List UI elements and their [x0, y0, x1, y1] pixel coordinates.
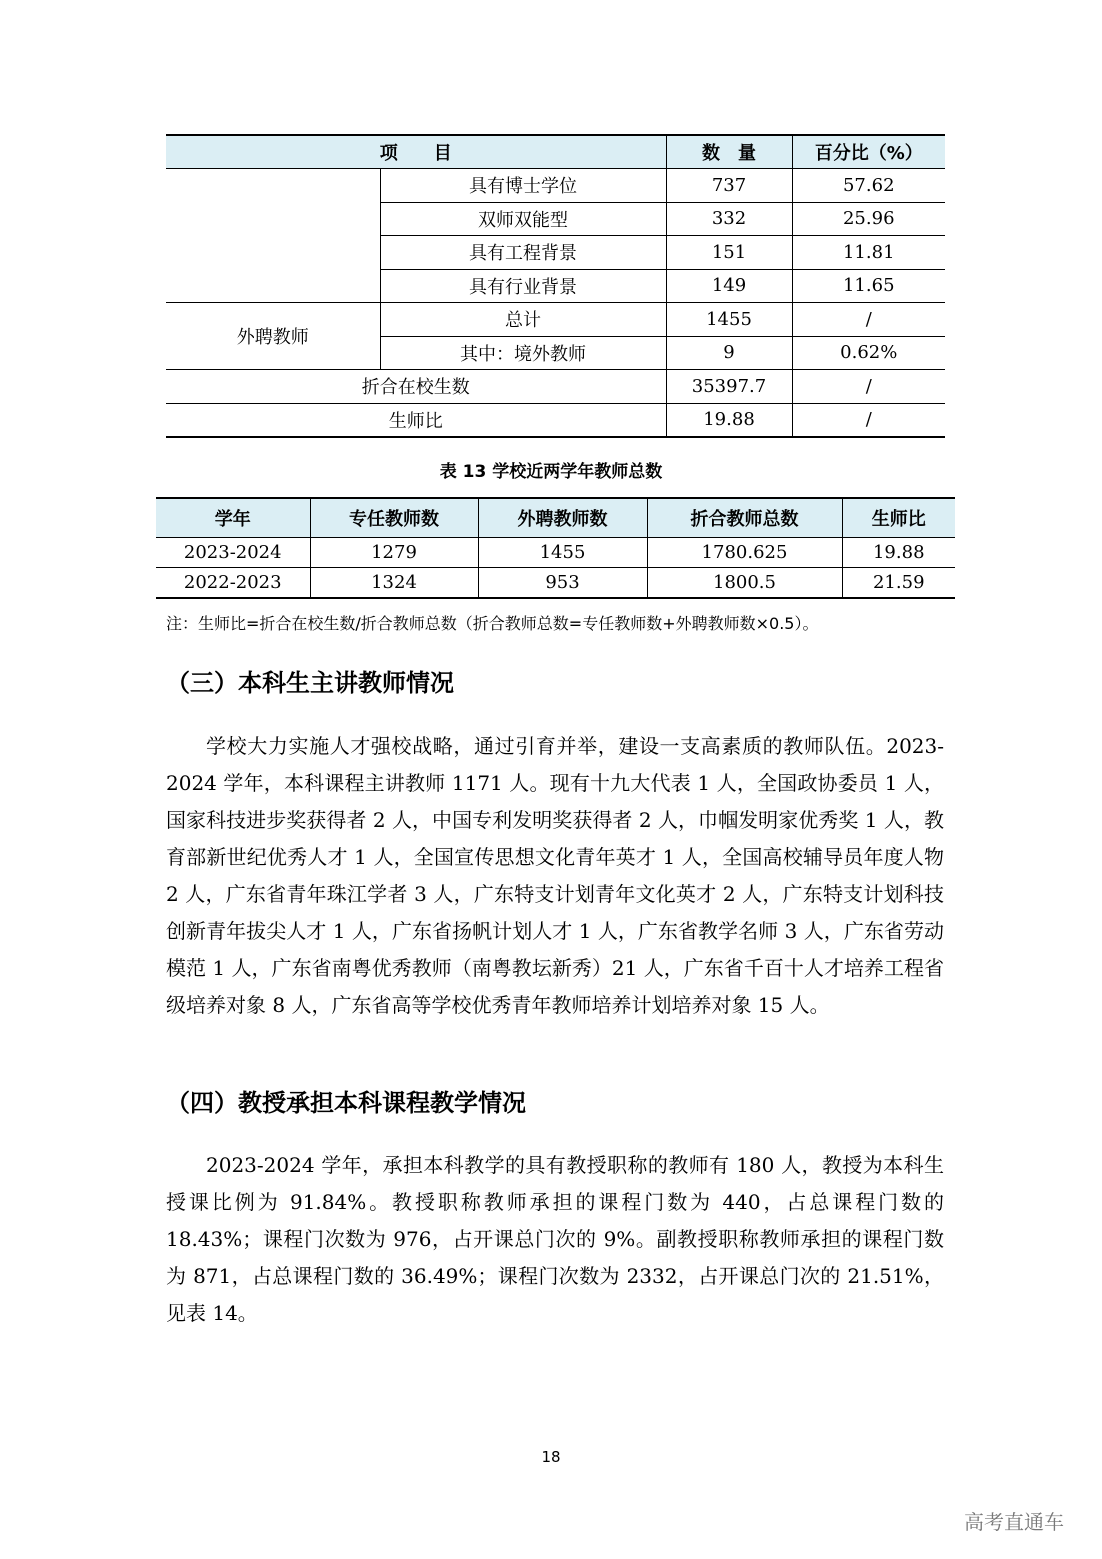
row-percent: / [792, 403, 945, 437]
cell-fulltime: 1324 [310, 568, 478, 599]
section3-heading: （三）本科生主讲教师情况 [166, 669, 454, 697]
header-item: 项 目 [166, 135, 666, 169]
table-row [166, 370, 945, 404]
table-note: 注：生师比=折合在校生数/折合教师总数（折合教师总数=专任教师数+外聘教师数×0.5）。 [166, 614, 819, 633]
cell-external: 1455 [478, 538, 647, 568]
table-row [156, 538, 955, 568]
row-label: 生师比 [166, 403, 666, 437]
watermark-text: 高考直通车 [964, 1510, 1064, 1534]
cell-external: 953 [478, 568, 647, 599]
row-count: 151 [666, 236, 792, 270]
row-label: 双师双能型 [380, 202, 666, 236]
row-percent: 25.96 [792, 202, 945, 236]
cell-equivalent-total: 1800.5 [647, 568, 842, 599]
row-label: 具有博士学位 [380, 169, 666, 203]
row-count: 1455 [666, 303, 792, 337]
header-external: 外聘教师数 [478, 498, 647, 538]
row-label: 具有行业背景 [380, 269, 666, 303]
section3-paragraph: 学校大力实施人才强校战略，通过引育并举，建设一支高素质的教师队伍。2023-2024 学年，本科课程主讲教师 1171 人。现有十九大代表 1 人，全国政协委员 1 人，国家科技进步奖获得者 2 人，中国专利发明奖获得者 2 人，巾帼发明家优秀奖 1 人，教育部新世纪优秀人才 1 人，全国宣传思想文化青年英才 1 人，全国高校辅导员年度人物 2 人，广东省青年珠江学者 3 人，广东特支计划青年文化英才 2 人，广东特支计划科技创新青年拔尖人才 1 人，广东省扬帆计划人才 1 人，广东省教学名师 3 人，广东省劳动模范 1 人，广东省南粤优秀教师（南粤教坛新秀）21 人，广东省千百十人才培养工程省级培养对象 8 人，广东省高等学校优秀青年教师培养计划培养对象 15 人。 [166, 734, 944, 1017]
row-percent: 57.62 [792, 169, 945, 203]
header-year: 学年 [156, 498, 310, 538]
header-count: 数 量 [666, 135, 792, 169]
row-count: 149 [666, 269, 792, 303]
cell-equivalent-total: 1780.625 [647, 538, 842, 568]
row-count: 9 [666, 336, 792, 370]
header-equivalent-total: 折合教师总数 [647, 498, 842, 538]
table-row [166, 169, 945, 203]
table-header-row [166, 135, 945, 169]
teacher-total-table [156, 497, 955, 599]
table-caption: 表 13 学校近两学年教师总数 [439, 462, 663, 482]
row-percent: 0.62% [792, 336, 945, 370]
group-cell-empty [166, 169, 380, 303]
teacher-stats-table [166, 134, 945, 438]
row-label: 折合在校生数 [166, 370, 666, 404]
header-percent: 百分比（%） [792, 135, 945, 169]
row-label: 具有工程背景 [380, 236, 666, 270]
cell-ratio: 19.88 [842, 538, 955, 568]
table-row [166, 303, 945, 337]
cell-ratio: 21.59 [842, 568, 955, 599]
row-percent: 11.81 [792, 236, 945, 270]
row-count: 332 [666, 202, 792, 236]
row-label: 总计 [380, 303, 666, 337]
row-percent: / [792, 303, 945, 337]
cell-fulltime: 1279 [310, 538, 478, 568]
row-percent: / [792, 370, 945, 404]
external-teacher-group: 外聘教师 [166, 303, 380, 370]
table-row [156, 568, 955, 599]
section4-heading: （四）教授承担本科课程教学情况 [166, 1089, 526, 1117]
cell-year: 2022-2023 [156, 568, 310, 599]
row-label: 其中：境外教师 [380, 336, 666, 370]
section4-paragraph: 2023-2024 学年，承担本科教学的具有教授职称的教师有 180 人，教授为本科生授课比例为 91.84%。教授职称教师承担的课程门数为 440，占总课程门数的 18.43%；课程门次数为 976，占开课总门次的 9%。副教授职称教师承担的课程门数为 871，占总课程门数的 36.49%；课程门次数为 2332，占开课总门次的 21.51%，见表 14。 [166, 1153, 944, 1325]
cell-year: 2023-2024 [156, 538, 310, 568]
row-count: 35397.7 [666, 370, 792, 404]
row-count: 737 [666, 169, 792, 203]
page-number: 18 [541, 1448, 561, 1466]
header-ratio: 生师比 [842, 498, 955, 538]
row-percent: 11.65 [792, 269, 945, 303]
header-fulltime: 专任教师数 [310, 498, 478, 538]
table-header-row [156, 498, 955, 538]
row-count: 19.88 [666, 403, 792, 437]
table-row [166, 403, 945, 437]
